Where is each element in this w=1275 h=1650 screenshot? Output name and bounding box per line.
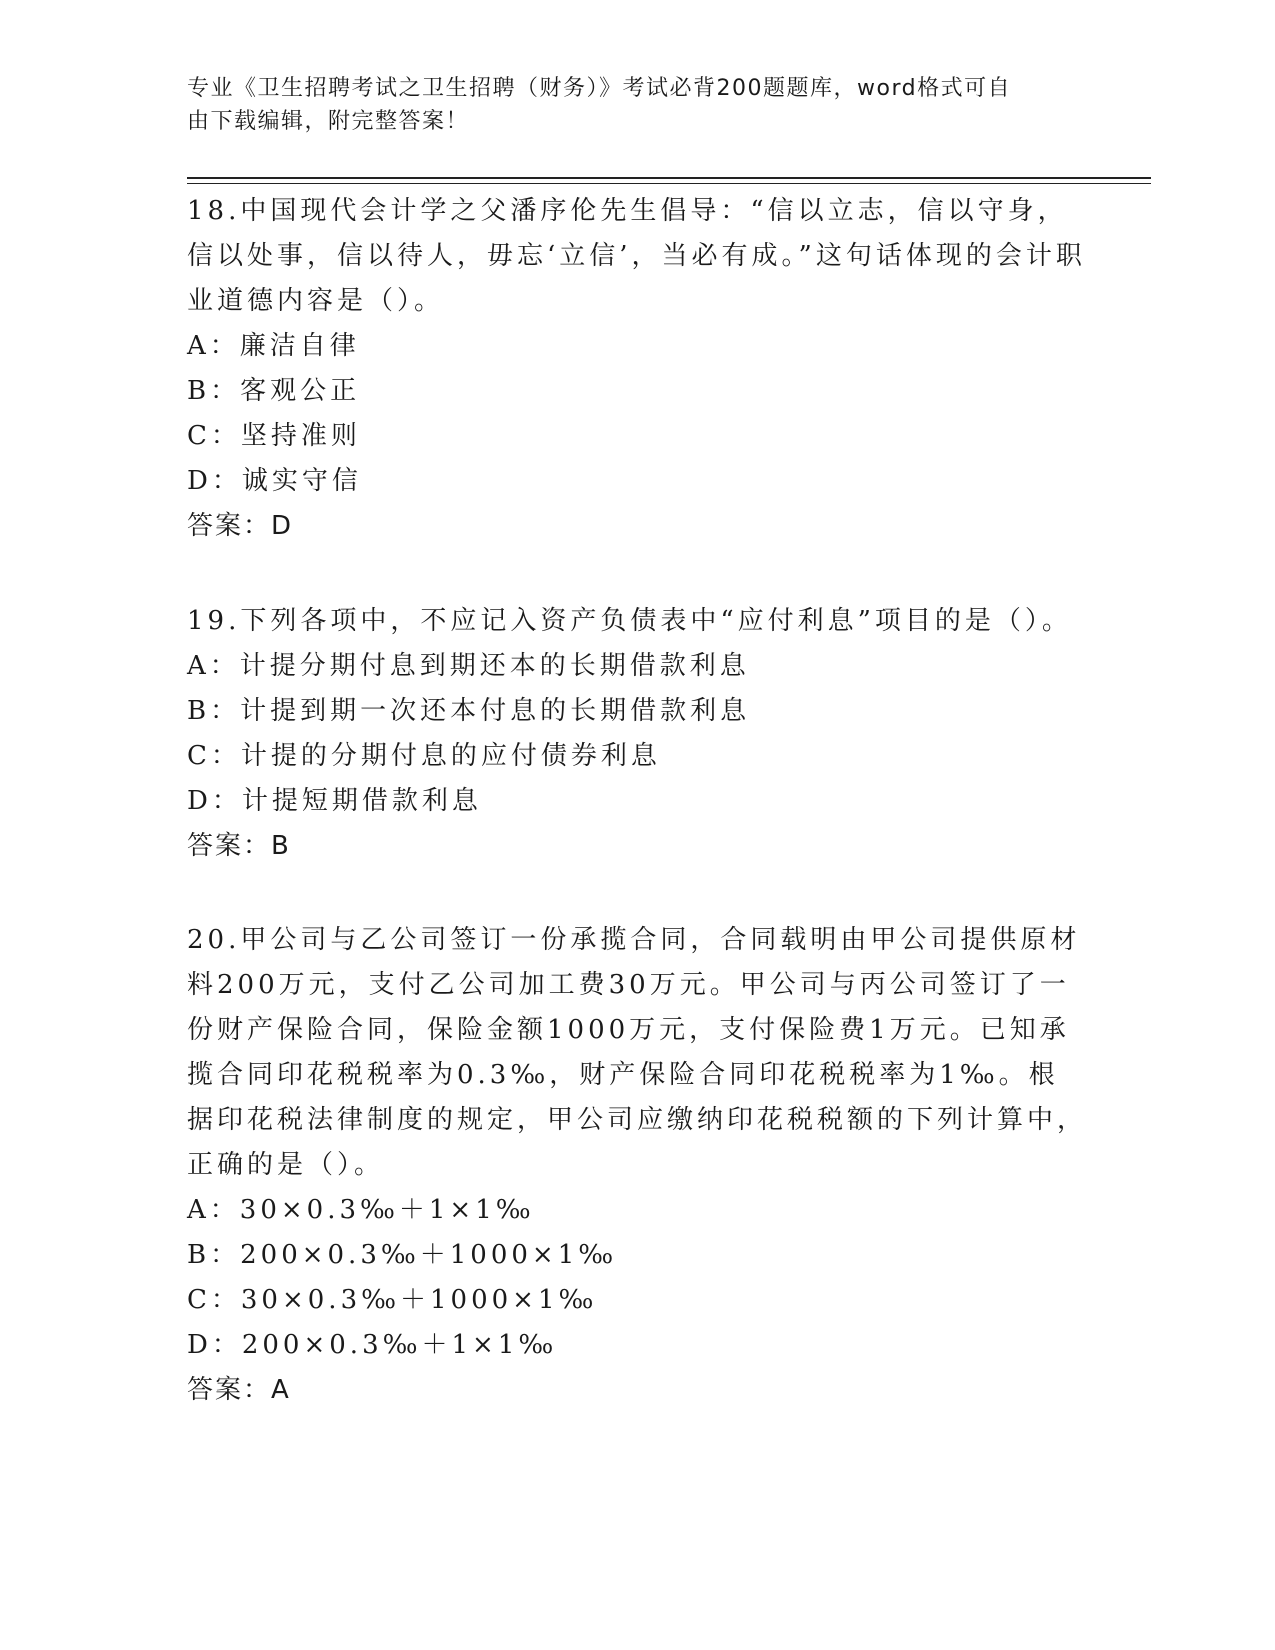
option-a: A：廉洁自律 (187, 331, 360, 361)
question-text: 20.甲公司与乙公司签订一份承揽合同，合同载明由甲公司提供原材料200万元，支付乙公司加工费30万元。甲公司与丙公司签订了一份财产保险合同，保险金额1000万元，支付保险费1万元。已知承揽合同印花税税率为0.3‰，财产保险合同印花税税率为1‰。根据印花税法律制度的规定，甲公司应缴纳印花税税额的下列计算中，正确的是（）。 (187, 925, 1088, 1180)
option-b: B：客观公正 (187, 376, 361, 406)
option-b: B：200×0.3‰＋1000×1‰ (187, 1240, 618, 1270)
option-a: A：30×0.3‰＋1×1‰ (187, 1195, 535, 1225)
question-20 (187, 918, 1087, 1413)
option-b: B：计提到期一次还本付息的长期借款利息 (187, 696, 751, 726)
document-header (187, 72, 1067, 138)
question-18 (187, 189, 1087, 549)
option-d: D：诚实守信 (187, 466, 362, 496)
option-d: D：200×0.3‰＋1×1‰ (187, 1330, 558, 1360)
option-c: C：坚持准则 (187, 421, 361, 451)
option-c: C：30×0.3‰＋1000×1‰ (187, 1285, 598, 1315)
answer-line: 答案：D (187, 511, 294, 541)
header-line-1: 专业《卫生招聘考试之卫生招聘（财务）》考试必背200题题库，word格式可自 (187, 76, 1012, 101)
question-19 (187, 599, 1087, 869)
answer-line: 答案：A (187, 1375, 291, 1405)
answer-line: 答案：B (187, 831, 291, 861)
question-text: 19.下列各项中，不应记入资产负债表中“应付利息”项目的是（）。 (187, 606, 1072, 636)
option-d: D：计提短期借款利息 (187, 786, 482, 816)
header-divider-thick (187, 177, 1151, 179)
option-a: A：计提分期付息到期还本的长期借款利息 (187, 651, 750, 681)
header-line-2: 由下载编辑，附完整答案！ (187, 109, 470, 134)
header-divider-thin (187, 183, 1151, 184)
option-c: C：计提的分期付息的应付债券利息 (187, 741, 661, 771)
question-text: 18.中国现代会计学之父潘序伦先生倡导：“信以立志，信以守身，信以处事，信以待人，毋忘‘立信’，当必有成。”这句话体现的会计职业道德内容是（）。 (187, 196, 1086, 316)
